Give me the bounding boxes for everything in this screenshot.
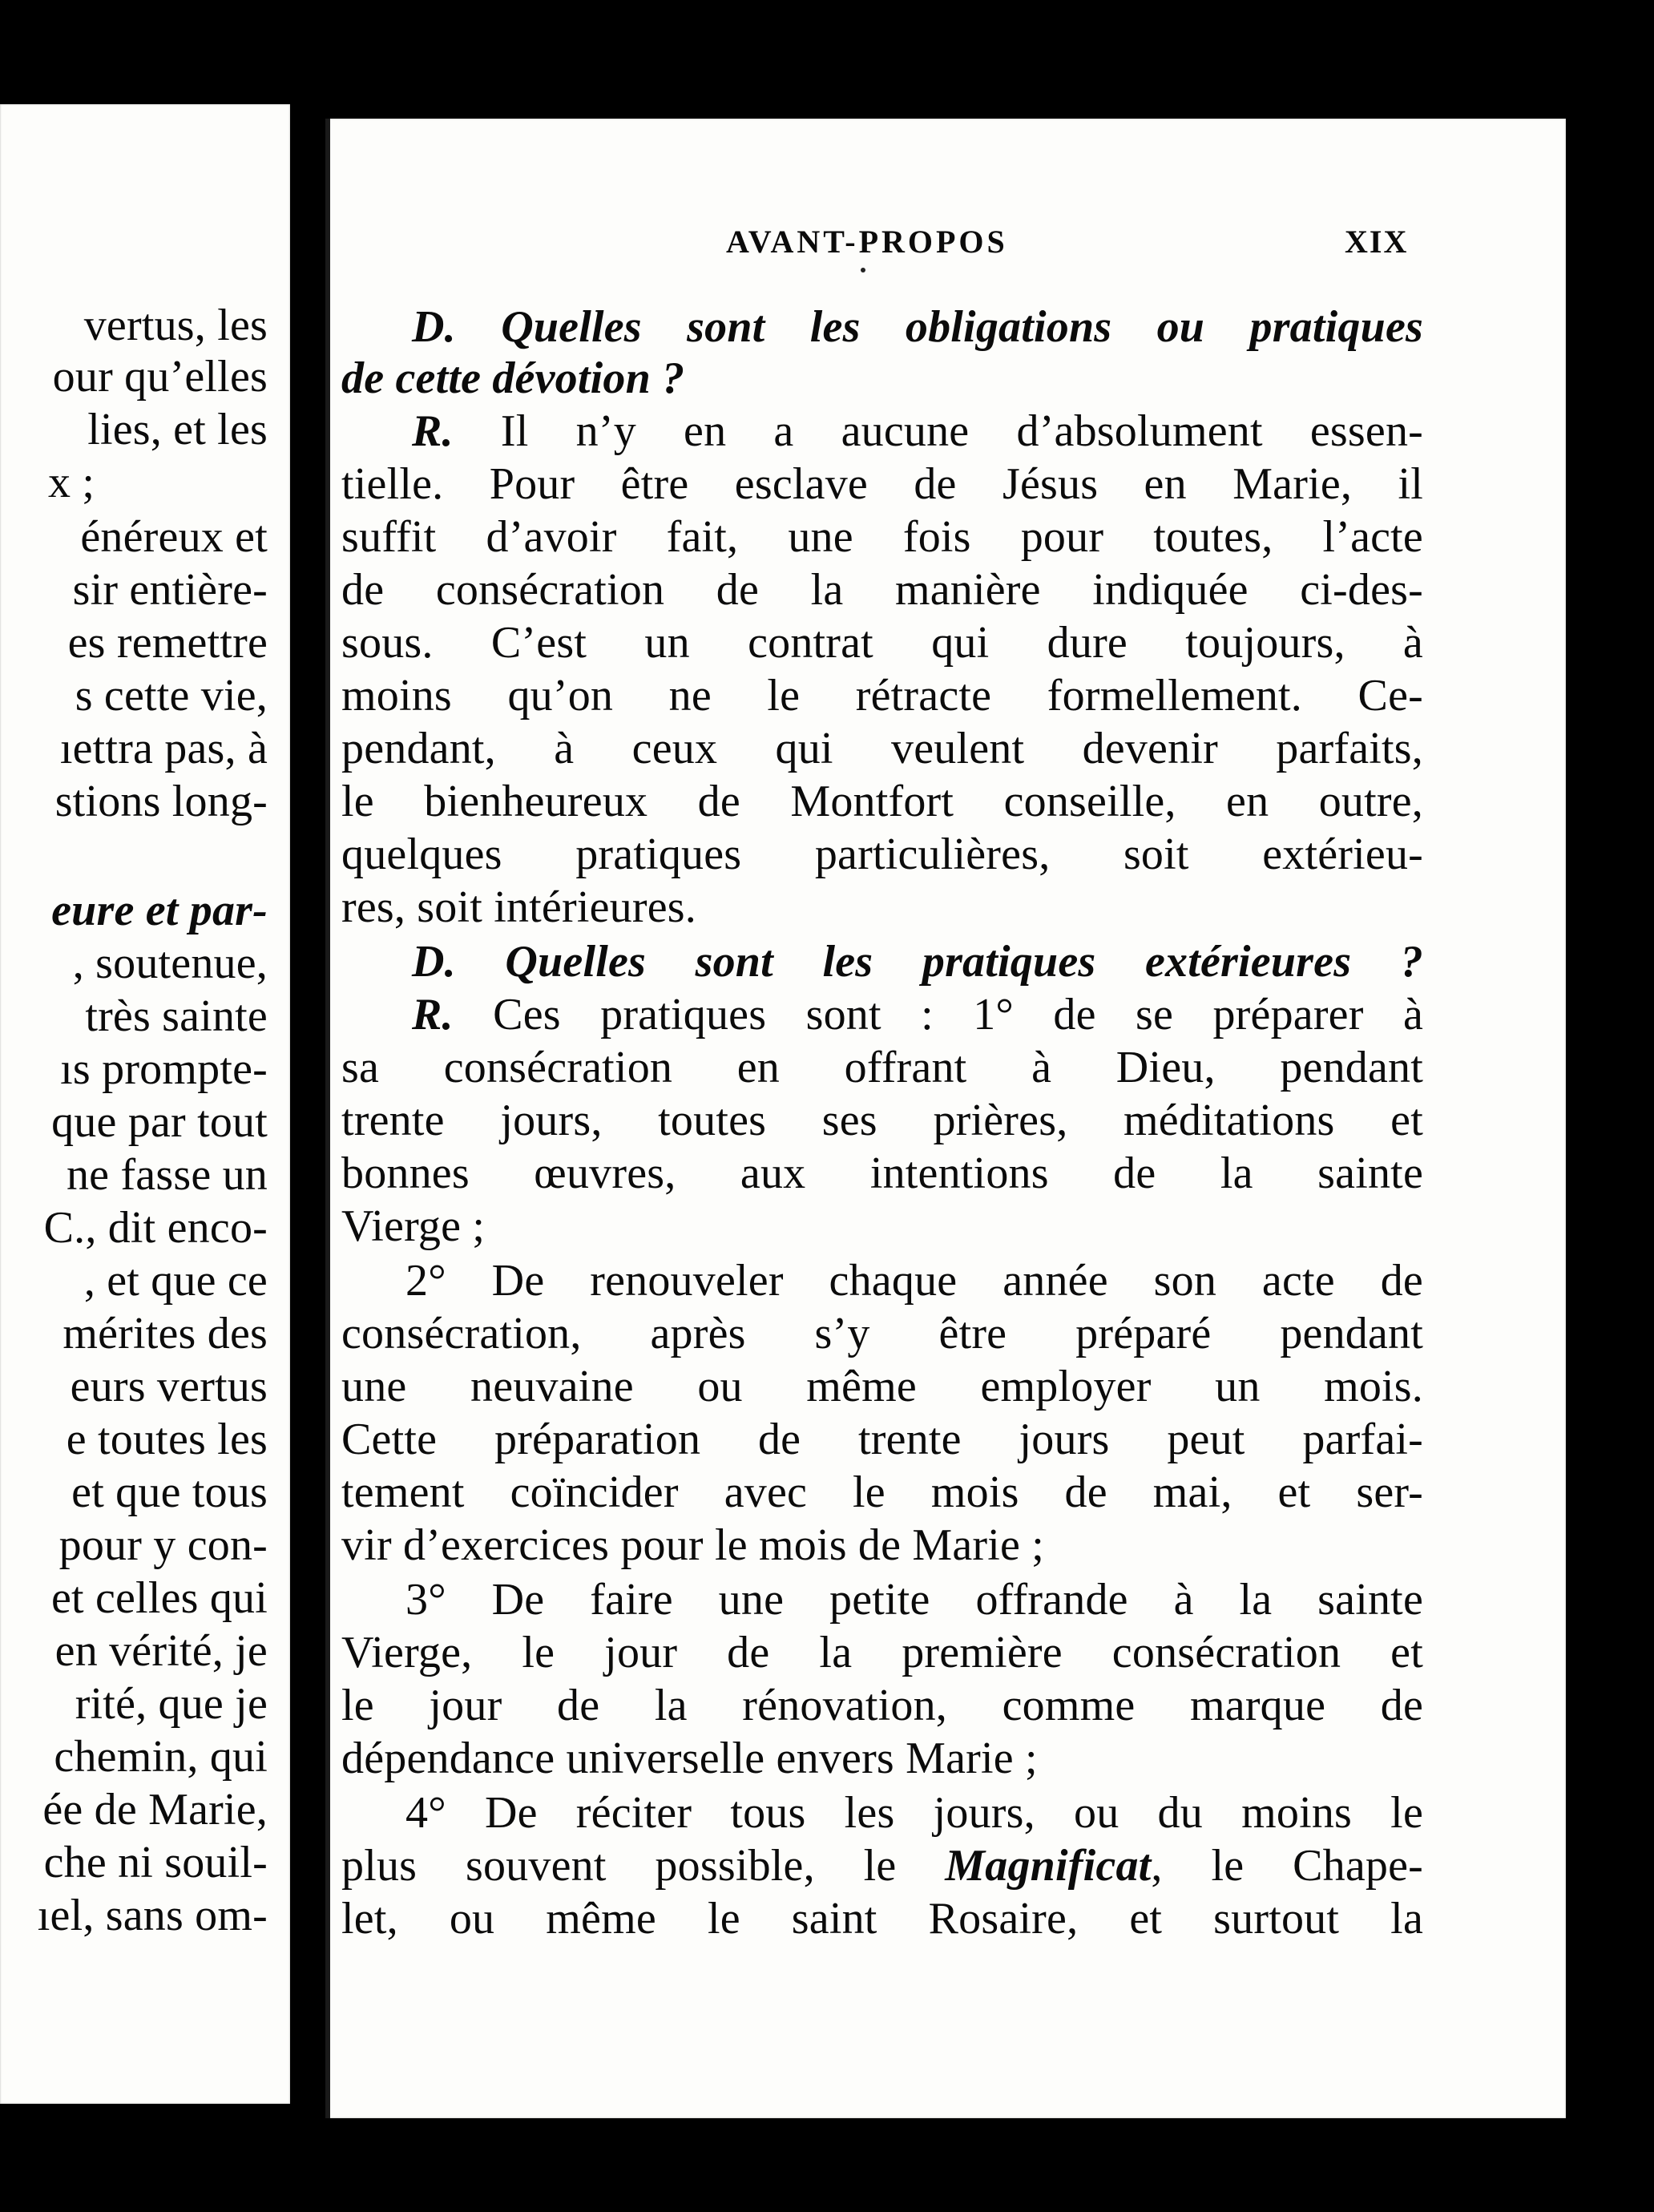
answer-line: res, soit intérieures. xyxy=(341,882,696,932)
left-line: es remettre xyxy=(67,618,268,668)
answer-line xyxy=(341,406,1423,456)
paragraph-line: tement coïncider avec le mois de mai, et ser- xyxy=(341,1467,1423,1517)
left-line: , et que ce xyxy=(83,1256,268,1306)
paragraph-line: 4° De réciter tous les jours, ou du moins le xyxy=(405,1788,1423,1838)
left-line: ıel, sans om- xyxy=(37,1891,268,1940)
left-line: en vérité, je xyxy=(54,1626,268,1676)
left-line: stions long- xyxy=(54,777,268,826)
paragraph-text: plus souvent possible, le xyxy=(341,1841,897,1891)
answer-label: R. xyxy=(412,406,454,456)
left-line: mérites des xyxy=(63,1309,268,1358)
question-line xyxy=(341,937,1423,987)
paragraph-text: , le Chape- xyxy=(1151,1841,1424,1891)
question-label: D. xyxy=(412,302,456,352)
left-line: , soutenue, xyxy=(72,938,268,988)
left-line: ıs prompte- xyxy=(60,1044,268,1094)
left-line: rité, que je xyxy=(75,1679,268,1729)
left-line: s cette vie, xyxy=(75,671,268,721)
paragraph-line xyxy=(341,1841,1424,1891)
paragraph-line: dépendance universelle envers Marie ; xyxy=(341,1734,1038,1783)
answer-line: bonnes œuvres, aux intentions de la sainte xyxy=(341,1148,1423,1198)
left-line: eure et par- xyxy=(51,886,268,935)
paragraph-line: 3° De faire une petite offrande à la sainte xyxy=(405,1575,1423,1625)
answer-line: de consécration de la manière indiquée ci-des- xyxy=(341,565,1423,615)
left-line: énéreux et xyxy=(80,512,268,562)
answer-label: R. xyxy=(412,990,454,1039)
answer-line: tielle. Pour être esclave de Jésus en Marie, il xyxy=(341,459,1423,509)
question-label: D. xyxy=(412,937,456,987)
answer-line: quelques pratiques particulières, soit extérieu- xyxy=(341,830,1423,879)
left-line: x ; xyxy=(48,458,95,507)
question-text: Quelles sont les pratiques extérieures ? xyxy=(505,937,1423,987)
left-line: our qu’elles xyxy=(52,352,268,402)
page-number: XIX xyxy=(1345,224,1409,260)
left-line: pour y con- xyxy=(58,1520,268,1570)
left-line: très sainte xyxy=(85,991,268,1041)
answer-line: sous. C’est un contrat qui dure toujours, à xyxy=(341,618,1423,668)
question-text: Quelles sont les obligations ou pratiques xyxy=(501,302,1423,352)
left-line: ıettra pas, à xyxy=(59,724,268,773)
right-page xyxy=(325,119,1566,2118)
answer-text: Il n’y en a aucune d’absolument essen- xyxy=(500,406,1423,456)
page-edge xyxy=(325,119,330,2118)
answer-line: suffit d’avoir fait, une fois pour toutes, l’acte xyxy=(341,512,1423,562)
paragraph-line: consécration, après s’y être préparé pendant xyxy=(341,1309,1423,1358)
left-line: ne fasse un xyxy=(66,1150,268,1200)
left-line: et celles qui xyxy=(50,1573,268,1623)
paragraph-line: let, ou même le saint Rosaire, et surtout la xyxy=(341,1894,1423,1944)
running-header: AVANT-PROPOS xyxy=(726,224,1008,260)
left-line: lies, et les xyxy=(87,405,268,454)
answer-line: le bienheureux de Montfort conseille, en outre, xyxy=(341,777,1423,826)
answer-line: Vierge ; xyxy=(341,1201,486,1251)
paragraph-line: une neuvaine ou même employer un mois. xyxy=(341,1362,1423,1411)
text-column xyxy=(341,119,1423,2118)
paragraph-line: le jour de la rénovation, comme marque de xyxy=(341,1681,1423,1730)
paragraph-line: 2° De renouveler chaque année son acte de xyxy=(405,1256,1423,1306)
left-line: vertus, les xyxy=(83,301,268,350)
left-line: eurs vertus xyxy=(70,1362,268,1411)
left-line: que par tout xyxy=(51,1097,268,1147)
answer-line xyxy=(341,992,1423,1037)
magnificat-italic: Magnificat xyxy=(945,1841,1152,1891)
paragraph-line: Cette préparation de trente jours peut parfai- xyxy=(341,1415,1423,1464)
paragraph-line: vir d’exercices pour le mois de Marie ; xyxy=(341,1520,1045,1570)
left-line: C., dit enco- xyxy=(43,1203,268,1253)
answer-line: pendant, à ceux qui veulent devenir parfaits, xyxy=(341,724,1423,773)
answer-line: moins qu’on ne le rétracte formellement. Ce- xyxy=(341,671,1423,721)
answer-line: trente jours, toutes ses prières, méditations et xyxy=(341,1096,1423,1145)
left-line: sir entière- xyxy=(72,565,268,615)
left-page xyxy=(0,104,290,2104)
answer-line: sa consécration en offrant à Dieu, pendant xyxy=(341,1043,1423,1092)
question-line: de cette dévotion ? xyxy=(341,353,685,403)
left-line: che ni souil- xyxy=(43,1838,268,1887)
left-line: ée de Marie, xyxy=(42,1785,268,1835)
question-line xyxy=(341,302,1423,352)
left-line: et que tous xyxy=(71,1467,268,1517)
answer-text: Ces pratiques sont : 1° de se préparer à xyxy=(493,990,1424,1039)
left-line: chemin, qui xyxy=(54,1732,268,1782)
paragraph-line: Vierge, le jour de la première consécration et xyxy=(341,1628,1423,1677)
left-line: e toutes les xyxy=(66,1415,268,1464)
